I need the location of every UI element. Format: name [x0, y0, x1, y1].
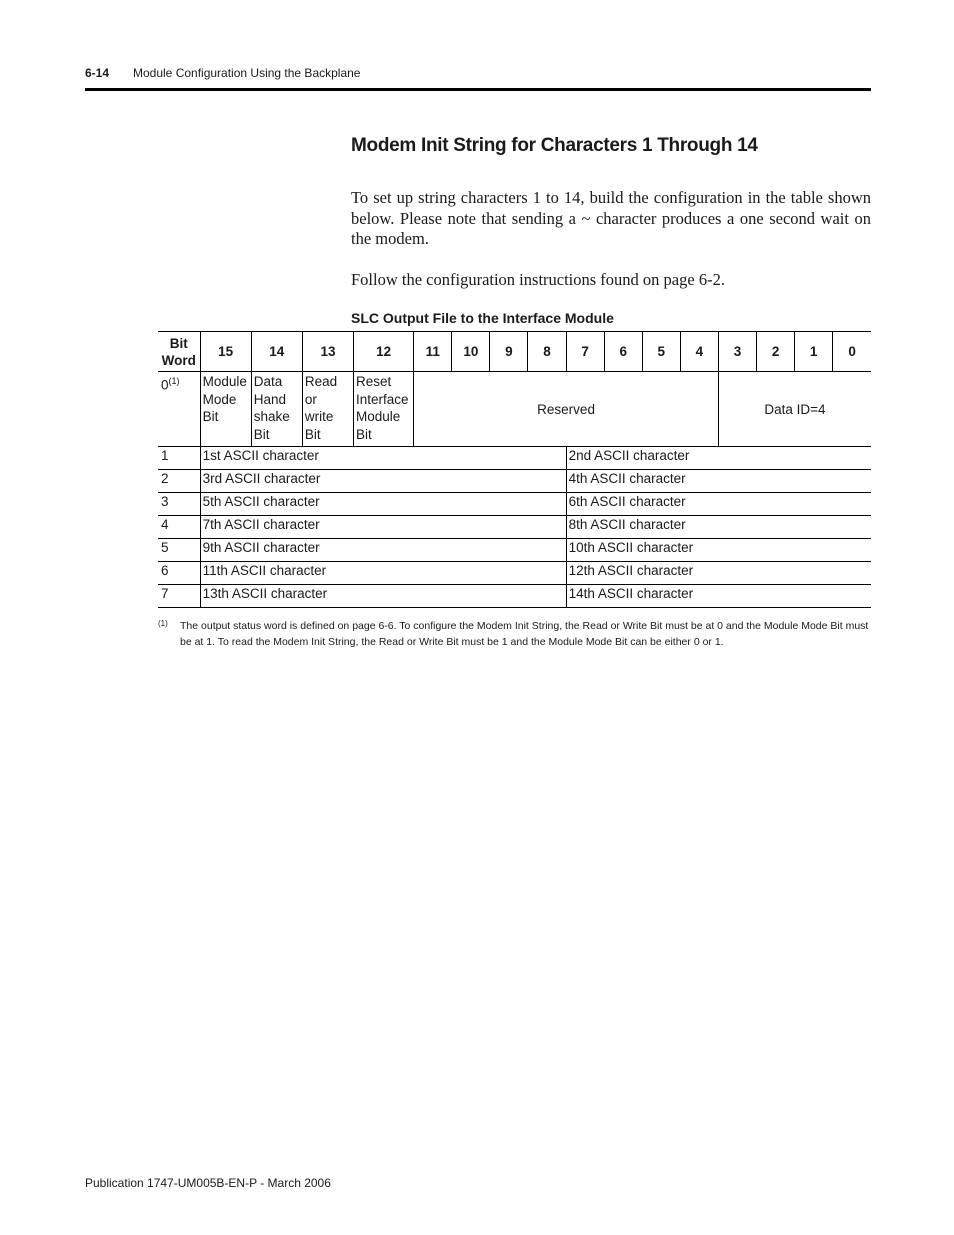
header-rule — [85, 88, 871, 91]
bit-header: 12 — [354, 332, 414, 372]
bit-header: 13 — [302, 332, 353, 372]
bit-header: 6 — [604, 332, 642, 372]
low-byte-cell: 14th ASCII character — [566, 585, 871, 608]
table-row — [158, 470, 871, 493]
high-byte-cell: 11th ASCII character — [200, 562, 566, 585]
low-byte-cell: 8th ASCII character — [566, 516, 871, 539]
footnote-ref: (1) — [168, 376, 180, 386]
table-row — [158, 562, 871, 585]
table-caption: SLC Output File to the Interface Module — [351, 310, 614, 326]
high-byte-cell: 3rd ASCII character — [200, 470, 566, 493]
table-row — [158, 539, 871, 562]
data-id-cell: Data ID=4 — [718, 372, 871, 447]
word-cell: 5 — [158, 539, 200, 562]
bit-header: 3 — [718, 332, 756, 372]
bit-header: 7 — [566, 332, 604, 372]
reset-interface-bit-cell: Reset Interface Module Bit — [354, 372, 414, 447]
module-mode-bit-cell: Module Mode Bit — [200, 372, 251, 447]
word-cell: 4 — [158, 516, 200, 539]
word-cell: 2 — [158, 470, 200, 493]
table-row — [158, 516, 871, 539]
table-row — [158, 447, 871, 470]
running-header — [85, 66, 871, 80]
table-header-row — [158, 332, 871, 372]
section-title: Modem Init String for Characters 1 Through 14 — [351, 135, 758, 156]
table-row — [158, 493, 871, 516]
bit-word-table — [158, 331, 871, 608]
low-byte-cell: 12th ASCII character — [566, 562, 871, 585]
publication-footer: Publication 1747-UM005B-EN-P - March 2006 — [85, 1176, 331, 1190]
bit-header: 0 — [833, 332, 871, 372]
table-row — [158, 585, 871, 608]
bit-header: 9 — [490, 332, 528, 372]
bit-header: 5 — [642, 332, 680, 372]
high-byte-cell: 5th ASCII character — [200, 493, 566, 516]
bit-header: 10 — [452, 332, 490, 372]
footnote-mark: (1) — [158, 619, 168, 628]
bit-header: 8 — [528, 332, 566, 372]
word-cell: 0$^{(1)}$ — [158, 372, 200, 447]
data-handshake-bit-cell: Data Hand shake Bit — [251, 372, 302, 447]
footnote-text: The output status word is defined on page 6-6. To configure the Modem Init String, the Read or Write Bit must be at 0 and the Module Mode Bit must be at 1. To read the Modem Init String, the Read or Write Bit must be 1 and the Module Mode Bit can be either 0 or 1. — [180, 620, 869, 648]
word-cell: 6 — [158, 562, 200, 585]
word-cell: 3 — [158, 493, 200, 516]
low-byte-cell: 2nd ASCII character — [566, 447, 871, 470]
low-byte-cell: 4th ASCII character — [566, 470, 871, 493]
word-cell: 1 — [158, 447, 200, 470]
reserved-cell: Reserved — [414, 372, 719, 447]
bit-header: 14 — [251, 332, 302, 372]
read-write-bit-cell: Read or write Bit — [302, 372, 353, 447]
word-cell: 7 — [158, 585, 200, 608]
bit-header: 1 — [795, 332, 833, 372]
high-byte-cell: 1st ASCII character — [200, 447, 566, 470]
bit-header: 15 — [200, 332, 251, 372]
bit-header: 2 — [757, 332, 795, 372]
low-byte-cell: 6th ASCII character — [566, 493, 871, 516]
page-number: 6-14 — [85, 66, 110, 80]
intro-paragraph: To set up string characters 1 to 14, build the configuration in the table shown below. Please note that sending a ~ character produces a one second wait on the modem. — [351, 188, 871, 248]
low-byte-cell: 10th ASCII character — [566, 539, 871, 562]
high-byte-cell: 7th ASCII character — [200, 516, 566, 539]
table-footnote — [158, 618, 871, 650]
high-byte-cell: 9th ASCII character — [200, 539, 566, 562]
bit-label: Bit — [169, 335, 188, 351]
chapter-title: Module Configuration Using the Backplane — [133, 66, 361, 80]
high-byte-cell: 13th ASCII character — [200, 585, 566, 608]
bit-word-corner — [158, 332, 200, 372]
instructions-paragraph: Follow the configuration instructions found on page 6-2. — [351, 270, 725, 289]
bit-header: 11 — [414, 332, 452, 372]
bit-header: 4 — [680, 332, 718, 372]
word-label: Word — [161, 352, 196, 368]
table-row — [158, 372, 871, 447]
